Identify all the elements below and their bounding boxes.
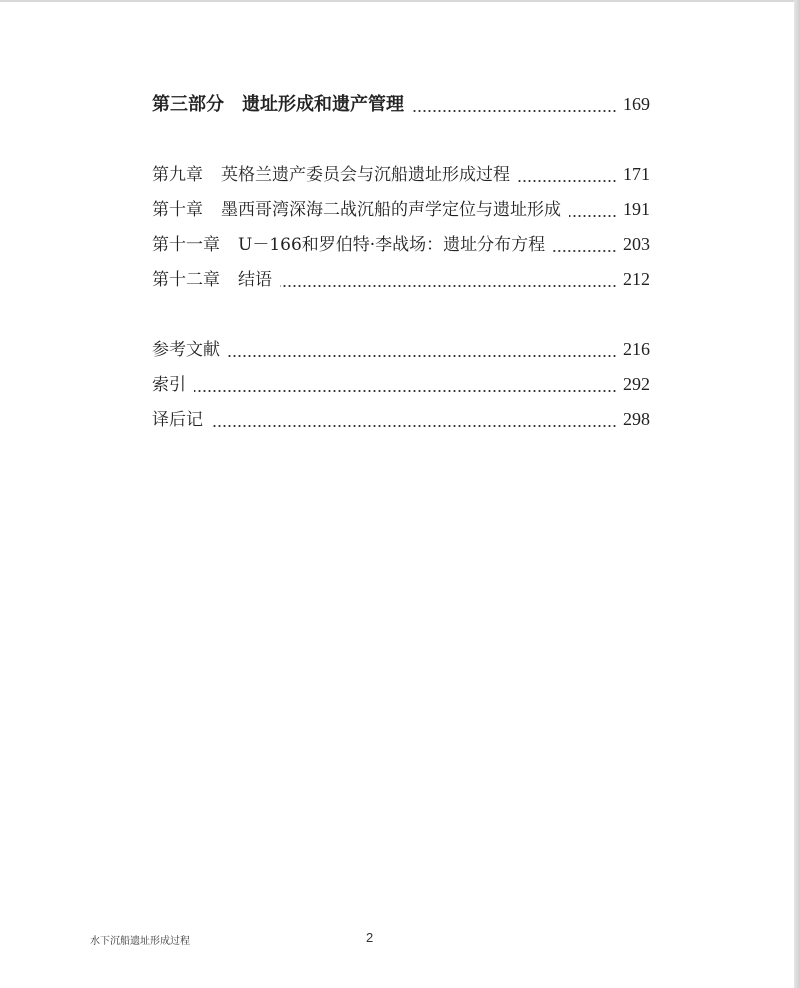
toc-chapter-number: 第十章 [152,200,203,220]
toc-page-number: 292 [623,374,650,394]
toc-page-number: 298 [623,409,650,429]
toc-back-matter-entry[interactable] [152,370,650,405]
table-of-contents [152,90,650,440]
toc-part-label [152,90,404,116]
dot-leader [280,284,617,288]
dot-leader [412,109,617,113]
toc-page-number: 169 [623,94,650,114]
toc-chapter-number: 第十二章 [152,270,220,290]
dot-leader [553,249,617,253]
toc-chapter-entry[interactable] [152,160,650,195]
toc-chapter-number: 第十一章 [152,235,220,255]
toc-chapter-title: U－166和罗伯特·李战场：遗址分布方程 [238,235,546,255]
toc-part-entry[interactable] [152,90,650,125]
toc-chapter-title: 英格兰遗产委员会与沉船遗址形成过程 [221,165,510,185]
toc-chapter-title: 结语 [238,270,272,290]
toc-part-number: 第三部分 [152,94,224,115]
toc-chapter-number: 第九章 [152,165,203,185]
dot-leader [228,354,617,358]
toc-back-matter-title: 译后记 [152,410,203,430]
dot-leader [211,424,617,428]
toc-part-title: 遗址形成和遗产管理 [242,94,404,115]
toc-page-number: 216 [623,339,650,359]
page-right-edge [794,0,800,988]
dot-leader [569,214,617,218]
page-top-edge [0,0,800,2]
toc-chapter-label [152,230,545,255]
dot-leader [194,389,617,393]
toc-back-matter-title: 索引 [152,375,186,395]
toc-chapter-label [152,160,510,185]
toc-chapter-title: 墨西哥湾深海二战沉船的声学定位与遗址形成 [221,200,561,220]
toc-chapter-entry[interactable] [152,265,650,300]
toc-page-number: 171 [623,164,650,184]
toc-page-number: 212 [623,269,650,289]
toc-chapter-entry[interactable] [152,230,650,265]
toc-chapter-label [152,195,561,220]
dot-leader [518,179,617,183]
toc-back-matter-entry[interactable] [152,335,650,370]
toc-chapter-label [152,265,272,290]
toc-back-matter-title: 参考文献 [152,340,220,360]
toc-back-matter-entry[interactable] [152,405,650,440]
footer-page-number: 2 [366,930,374,945]
toc-page-number: 203 [623,234,650,254]
toc-page-number: 191 [623,199,650,219]
toc-chapter-entry[interactable] [152,195,650,230]
footer-book-title: 水下沉船遗址形成过程 [90,936,190,947]
